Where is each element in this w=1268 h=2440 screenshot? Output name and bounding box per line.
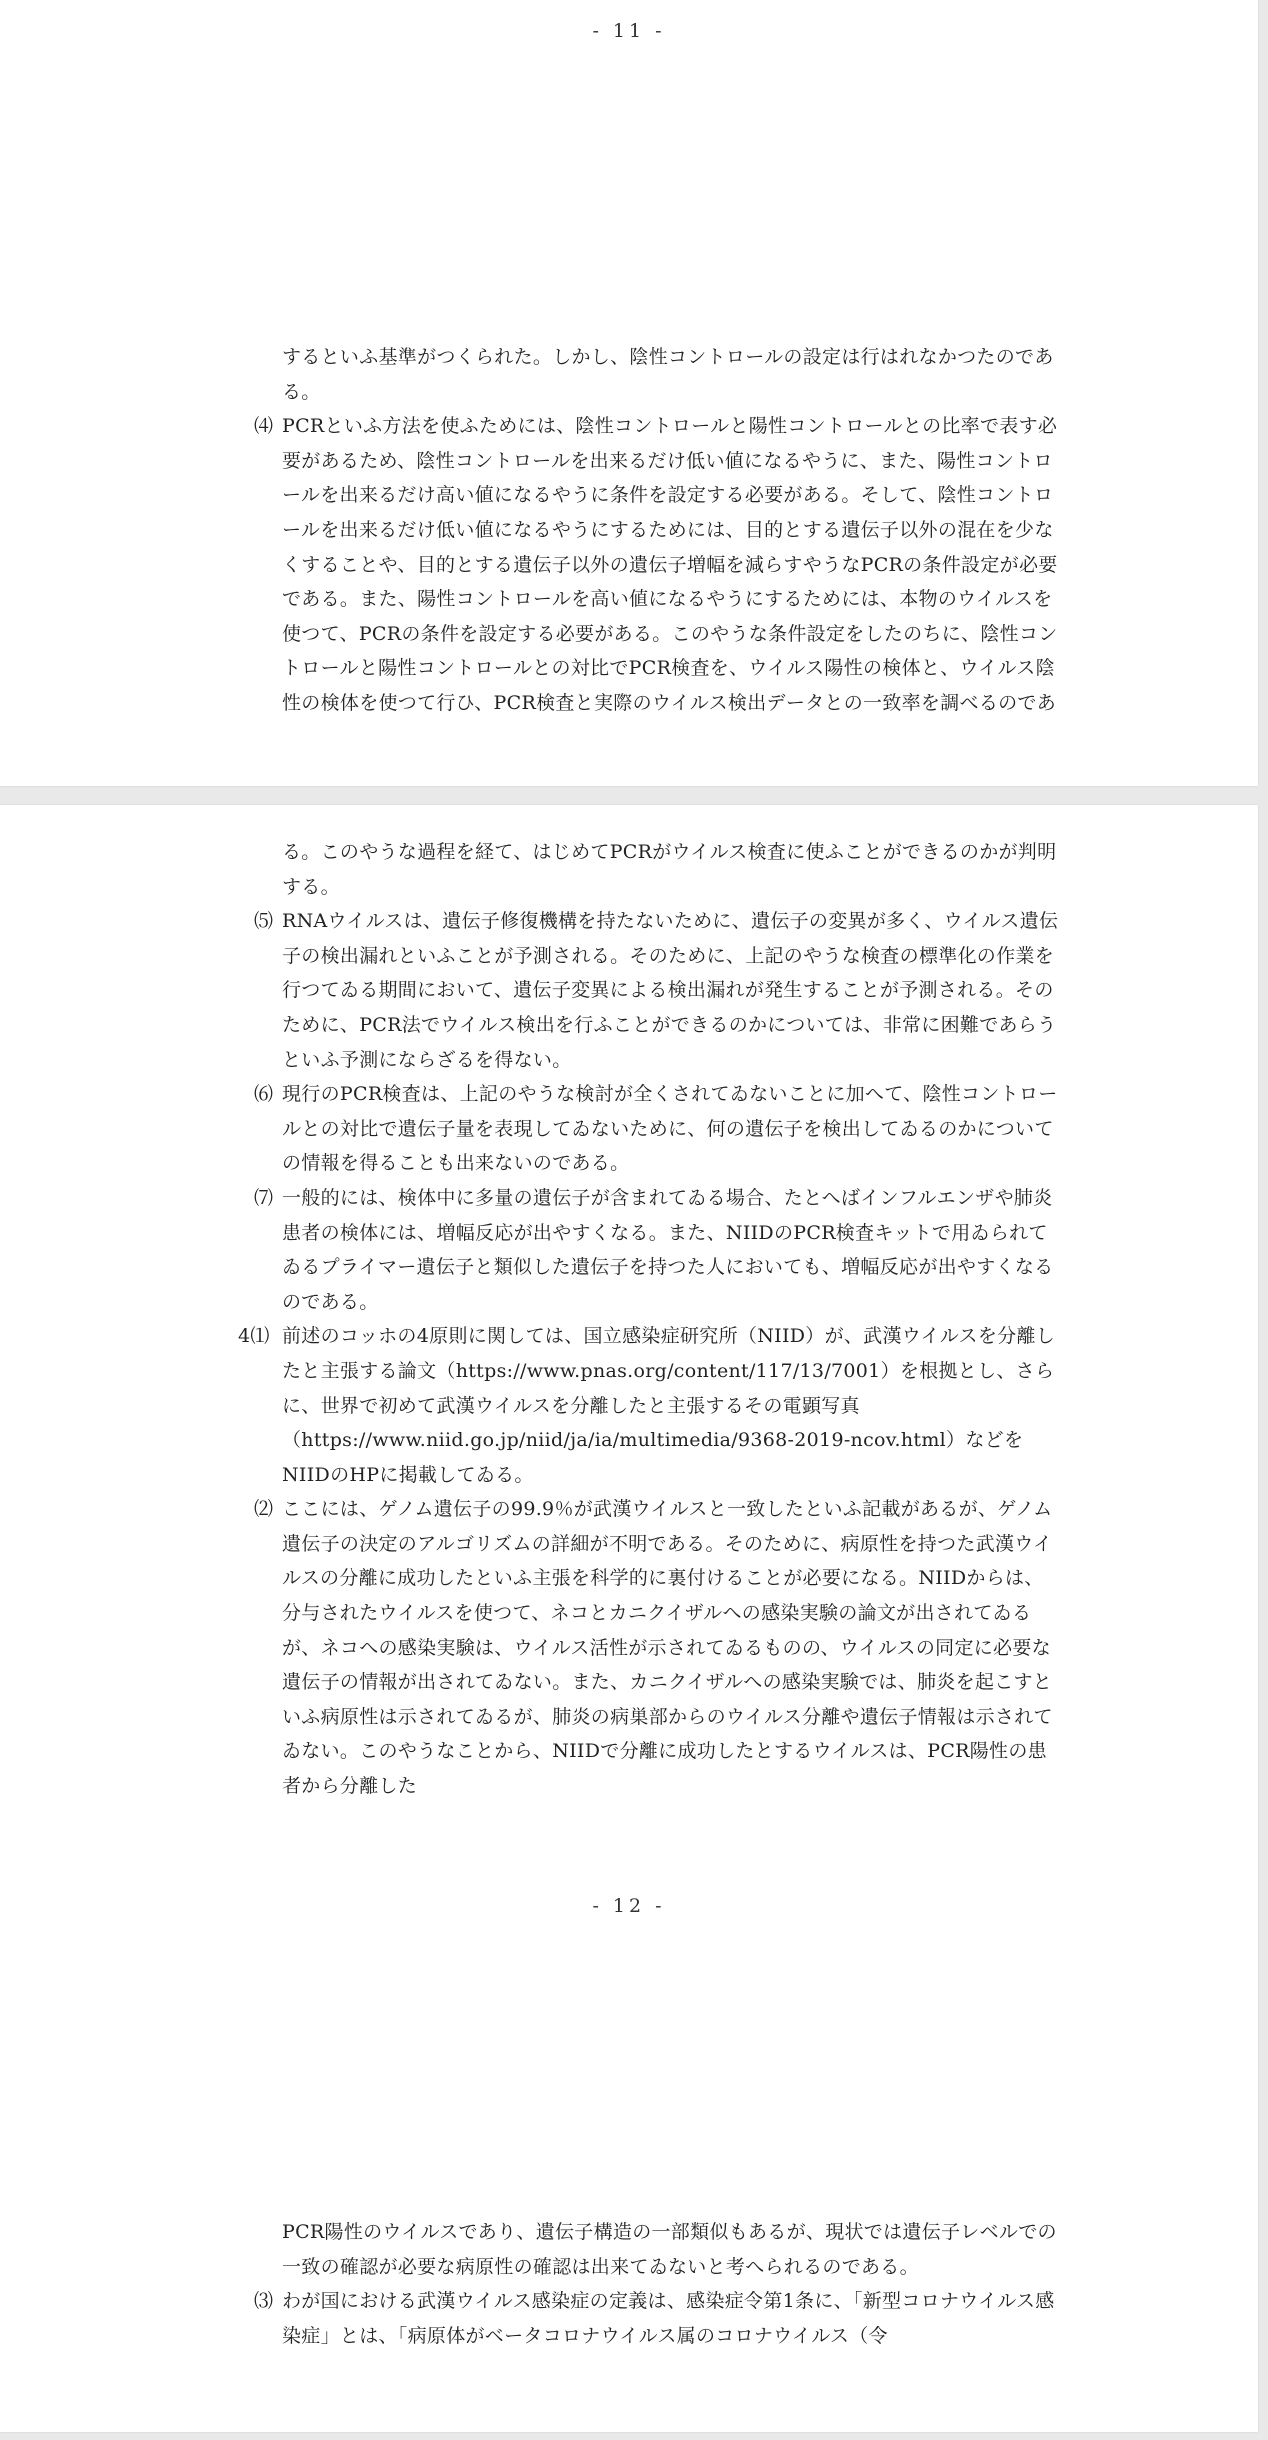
paragraph-number: 4⑴ — [238, 1325, 270, 1348]
page-number: - 11 - — [592, 20, 666, 42]
paragraph — [252, 904, 1062, 1077]
text-block — [252, 2215, 1062, 2353]
paragraph-text: 一般的には、検体中に多量の遺伝子が含まれてゐる場合、たとへばインフルエンザや肺炎患者の検体には、増幅反応が出やすくなる。また、NIIDのPCR検査キットで用ゐられてゐるプライマー遺伝子と類似した遺伝子を持つた人においても、増幅反応が出やすくなるのである。 — [282, 1186, 1054, 1313]
text-block — [238, 835, 1062, 1804]
page-number: - 12 - — [592, 1895, 666, 1917]
paragraph — [252, 2284, 1062, 2353]
paragraph — [252, 340, 1062, 409]
paragraph — [252, 1077, 1062, 1181]
paragraph-number: ⑸ — [254, 910, 274, 933]
paragraph-number: ⑷ — [254, 415, 274, 438]
paragraph-number: ⑵ — [254, 1498, 274, 1521]
paragraph-text: 現行のPCR検査は、上記のやうな検討が全くされてゐないことに加へて、陰性コントロールとの対比で遺伝子量を表現してゐないために、何の遺伝子を検出してゐるのかについての情報を得ることも出来ないのである。 — [282, 1083, 1058, 1175]
paragraph — [252, 1181, 1062, 1319]
paragraph-text: PCRといふ方法を使ふためには、陰性コントロールと陽性コントロールとの比率で表す必要があるため、陰性コントロールを出来るだけ低い値になるやうに、また、陽性コントロールを出来るだけ高い値になるやうに条件を設定する必要がある。そして、陰性コントロールを出来るだけ低い値になるやうにするためには、目的とする遺伝子以外の混在を少なくすることや、目的とする遺伝子以外の遺伝子増幅を減らすやうなPCRの条件設定が必要である。また、陽性コントロールを高い値になるやうにするためには、本物のウイルスを使つて、PCRの条件を設定する必要がある。このやうな条件設定をしたのちに、陰性コントロールと陽性コントロールとの対比でPCR検査を、ウイルス陽性の検体と、ウイルス陰性の検体を使つて行ひ、PCR検査と実際のウイルス検出データとの一致率を調べるのであ — [282, 415, 1058, 714]
paragraph-text: わが国における武漢ウイルス感染症の定義は、感染症令第1条に、「新型コロナウイルス感染症」とは、「病原体がベータコロナウイルス属のコロナウイルス（令 — [282, 2290, 1055, 2347]
paragraph-number: ⑺ — [254, 1186, 274, 1209]
paragraph-text: る。このやうな過程を経て、はじめてPCRがウイルス検査に使ふことができるのかが判明する。 — [282, 841, 1057, 898]
document-sheet-1 — [0, 0, 1258, 786]
paragraph — [252, 1492, 1062, 1803]
paragraph-text: 前述のコッホの4原則に関しては、国立感染症研究所（NIID）が、武漢ウイルスを分離したと主張する論文（https://www.pnas.org/content/117/13/7001）を根拠とし、さらに、世界で初めて武漢ウイルスを分離したと主張するその電顕写真（https://www.niid.go.jp/niid/ja/ia/multimedia/9368-2019-ncov.html）などをNIIDのHPに掲載してゐる。 — [282, 1325, 1056, 1486]
paragraph-text: するといふ基準がつくられた。しかし、陰性コントロールの設定は行はれなかつたのである。 — [282, 346, 1054, 403]
paragraph-number: ⑶ — [254, 2290, 274, 2313]
text-block — [252, 340, 1062, 721]
paragraph-text: ここには、ゲノム遺伝子の99.9％が武漢ウイルスと一致したといふ記載があるが、ゲノム遺伝子の決定のアルゴリズムの詳細が不明である。そのために、病原性を持つた武漢ウイルスの分離に成功したといふ主張を科学的に裏付けることが必要になる。NIIDからは、分与されたウイルスを使つて、ネコとカニクイザルへの感染実験の論文が出されてゐるが、ネコへの感染実験は、ウイルス活性が示されてゐるものの、ウイルスの同定に必要な遺伝子の情報が出されてゐない。また、カニクイザルへの感染実験では、肺炎を起こすといふ病原性は示されてゐるが、肺炎の病巣部からのウイルス分離や遺伝子情報は示されてゐない。このやうなことから、NIIDで分離に成功したとするウイルスは、PCR陽性の患者から分離した — [282, 1498, 1053, 1798]
paragraph — [252, 409, 1062, 720]
paragraph-text: PCR陽性のウイルスであり、遺伝子構造の一部類似もあるが、現状では遺伝子レベルでの一致の確認が必要な病原性の確認は出来てゐないと考へられるのである。 — [282, 2221, 1057, 2278]
paragraph — [252, 835, 1062, 904]
document-sheet-2 — [0, 805, 1258, 2432]
paragraph-number: ⑹ — [254, 1083, 274, 1106]
paragraph — [238, 1319, 1062, 1492]
paragraph — [252, 2215, 1062, 2284]
paragraph-text: RNAウイルスは、遺伝子修復機構を持たないために、遺伝子の変異が多く、ウイルス遺伝子の検出漏れといふことが予測される。そのために、上記のやうな検査の標準化の作業を行つてゐる期間において、遺伝子変異による検出漏れが発生することが予測される。そのために、PCR法でウイルス検出を行ふことができるのかについては、非常に困難であらうといふ予測にならざるを得ない。 — [282, 910, 1059, 1071]
